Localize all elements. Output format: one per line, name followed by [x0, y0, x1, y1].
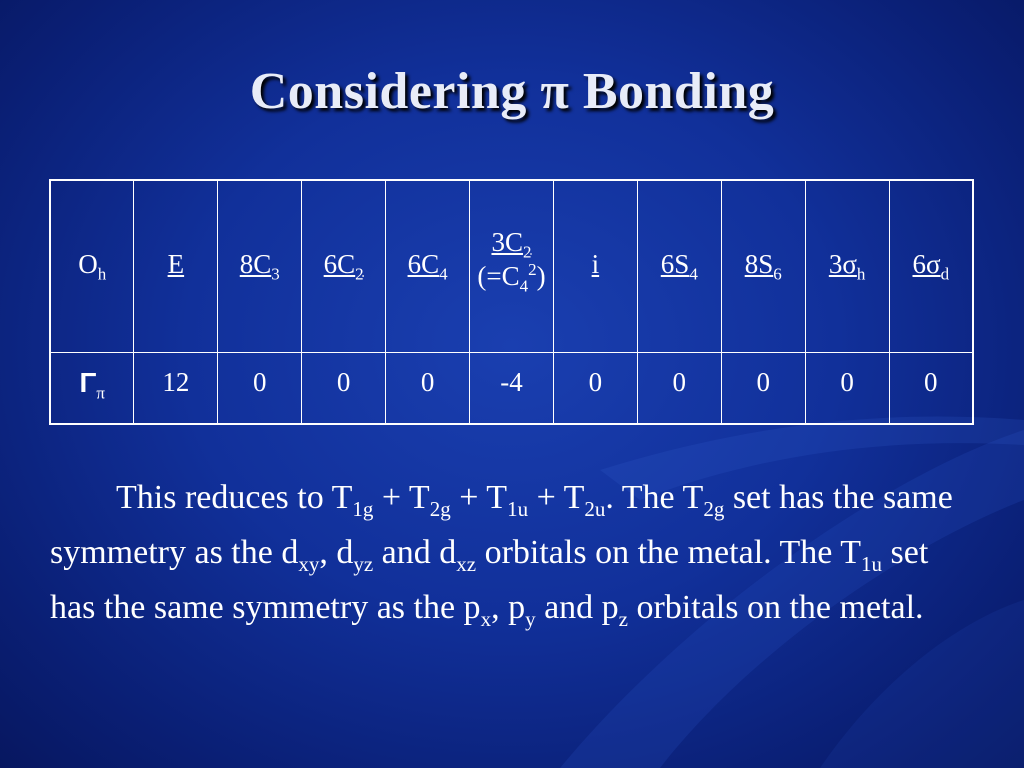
slide-title: Considering π Bonding: [249, 63, 775, 120]
header-8c3-sub: 3: [271, 264, 280, 284]
para-sub: 1g: [352, 496, 374, 521]
header-3c2-open: (=C: [477, 261, 520, 291]
header-6c2-main: 6C: [323, 249, 356, 279]
row-label-gamma-pi: [50, 352, 134, 424]
header-cell-8c3: [218, 180, 302, 352]
para-sub: 1u: [507, 496, 529, 521]
para-text: This reduces to T: [116, 479, 353, 516]
header-3c2-c4-sub: 4: [519, 276, 529, 296]
para-sub: xy: [298, 551, 320, 576]
para-sub: 2g: [429, 496, 451, 521]
para-text: + T: [450, 479, 508, 516]
para-text: and d: [373, 534, 457, 571]
header-i-main: i: [591, 249, 600, 279]
header-6c4-main: 6C: [407, 249, 440, 279]
header-6s4-main: 6S: [660, 249, 690, 279]
header-cell-3c2: [470, 180, 554, 352]
explanation-paragraph: [50, 470, 980, 635]
para-text: set has the same symmetry as the d: [50, 479, 953, 571]
header-8s6-text: [744, 249, 782, 284]
header-3c2-line2: [477, 260, 546, 296]
para-text: , p: [491, 589, 526, 626]
character-table-gamma-row: [50, 352, 973, 424]
header-cell-8s6: [721, 180, 805, 352]
para-sub: 2u: [584, 496, 606, 521]
header-8s6-sub: 6: [773, 264, 782, 284]
header-oh-main: O: [78, 249, 98, 279]
value-cell: -4: [470, 352, 554, 424]
header-3sigmah-main: 3σ: [828, 249, 857, 279]
header-6sigmad-main: 6σ: [912, 249, 941, 279]
header-3sigmah-sub: h: [856, 264, 866, 284]
header-8c3-text: [239, 249, 280, 284]
value-cell: 0: [302, 352, 386, 424]
header-6sigmad-sub: d: [940, 264, 950, 284]
character-table: [49, 179, 974, 425]
para-text: . The T: [605, 479, 704, 516]
para-text: orbitals on the metal.: [627, 589, 924, 626]
header-cell-3sigmah: [805, 180, 889, 352]
value-cell: 0: [805, 352, 889, 424]
value-cell: 0: [553, 352, 637, 424]
header-3c2-sub: 2: [522, 242, 532, 262]
header-3c2-c4-sup: 2: [528, 260, 537, 279]
para-sub: x: [480, 606, 492, 631]
para-sub: 1u: [861, 551, 883, 576]
header-e-main: E: [167, 249, 185, 279]
header-6sigmad-text: [912, 249, 950, 284]
header-6c2-sub: 2: [355, 264, 364, 284]
para-sub: 2g: [703, 496, 725, 521]
header-cell-e: [134, 180, 218, 352]
header-6s4-text: [660, 249, 698, 284]
header-6c4-sub: 4: [439, 264, 448, 284]
header-6c2-text: [323, 249, 364, 284]
header-3c2-close: ): [536, 261, 546, 291]
gamma-pi-sub: π: [96, 382, 105, 402]
value-cell: 0: [218, 352, 302, 424]
value-cell: 0: [721, 352, 805, 424]
para-sub: z: [618, 606, 628, 631]
para-sub: y: [525, 606, 536, 631]
character-table-header-row: [50, 180, 973, 352]
header-8s6-main: 8S: [744, 249, 774, 279]
para-text: , d: [319, 534, 354, 571]
para-text: and p: [535, 589, 619, 626]
header-6s4-sub: 4: [689, 264, 698, 284]
header-cell-6sigmad: [889, 180, 973, 352]
header-cell-oh: [50, 180, 134, 352]
value-cell: 0: [386, 352, 470, 424]
header-cell-6c4: [386, 180, 470, 352]
header-8c3-main: 8C: [239, 249, 272, 279]
value-cell: 0: [889, 352, 973, 424]
gamma-symbol: Γ: [79, 366, 97, 398]
header-oh-sub: h: [97, 264, 107, 284]
value-cell: 12: [134, 352, 218, 424]
para-text: orbitals on the metal. The T: [476, 534, 862, 571]
value-cell: 0: [637, 352, 721, 424]
para-text: + T: [373, 479, 430, 516]
header-6c4-text: [407, 249, 448, 284]
header-cell-6s4: [637, 180, 721, 352]
header-3sigmah-text: [828, 249, 866, 284]
para-sub: xz: [456, 551, 477, 576]
header-3c2-main: 3C: [491, 227, 523, 257]
para-text: set has the same symmetry as the p: [50, 534, 929, 626]
header-3c2-line1: [491, 227, 532, 262]
header-cell-i: [553, 180, 637, 352]
para-sub: yz: [353, 551, 374, 576]
para-text: + T: [528, 479, 585, 516]
header-cell-6c2: [302, 180, 386, 352]
